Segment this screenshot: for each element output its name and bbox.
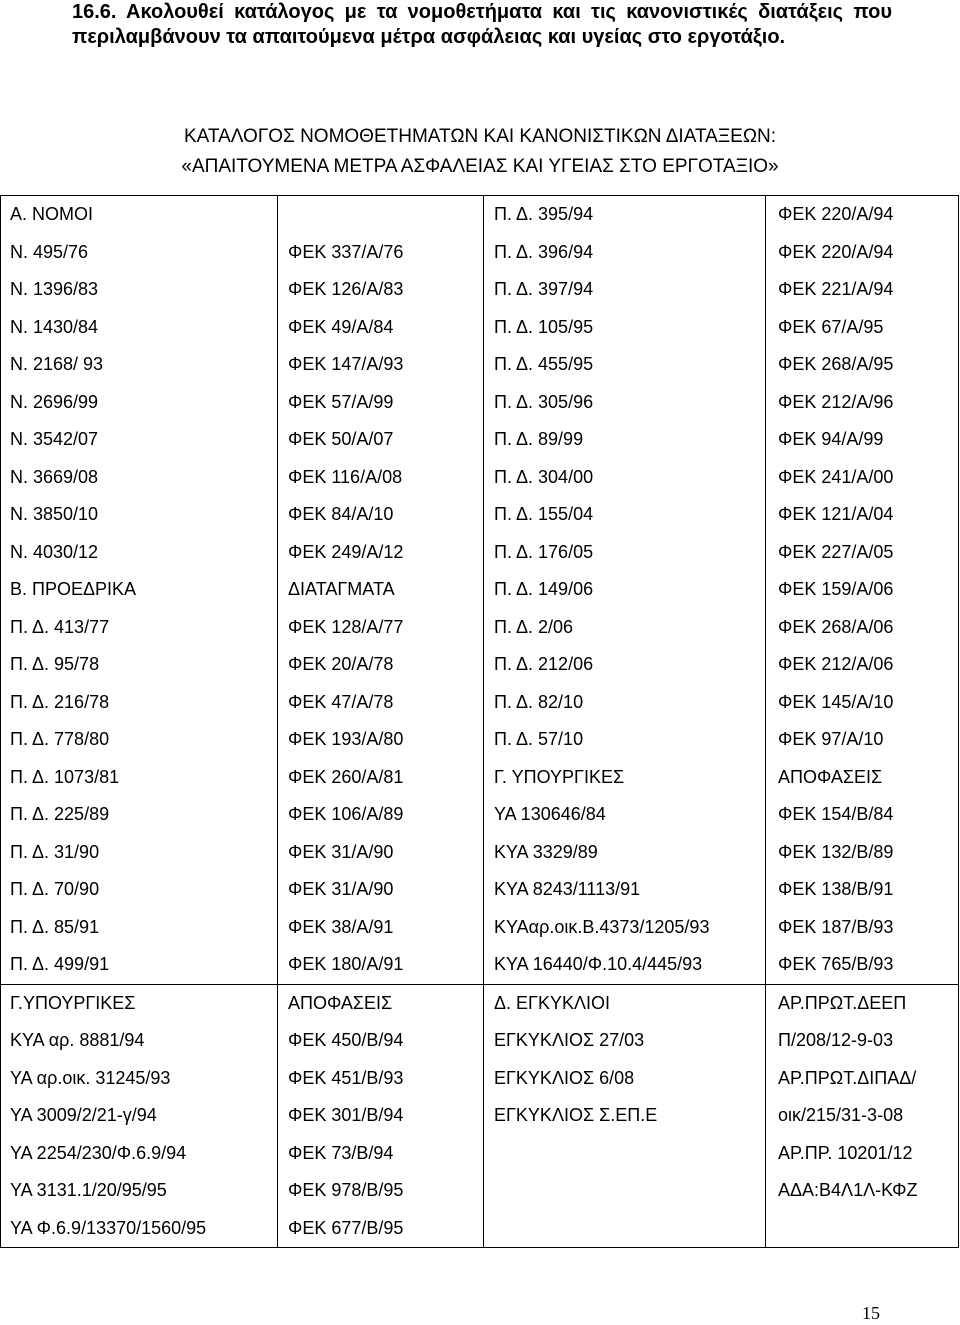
table-cell-line: ΦΕΚ 57/Α/99 bbox=[288, 391, 394, 412]
table-row-block-2 bbox=[1, 984, 959, 1248]
table-cell-line: Ν. 3850/10 bbox=[10, 504, 99, 524]
table-cell-line: ΦΕΚ 241/Α/00 bbox=[778, 466, 894, 487]
table-cell-line: Π. Δ. 2/06 bbox=[494, 616, 574, 637]
table-cell-line: Δ. ΕΓΚΥΚΛΙΟΙ bbox=[494, 992, 610, 1013]
table-cell-line: ΦΕΚ 221/Α/94 bbox=[778, 279, 894, 299]
table-cell-line: ΦΕΚ 227/Α/05 bbox=[778, 541, 894, 562]
table-cell-line: ΦΕΚ 73/Β/94 bbox=[288, 1142, 394, 1163]
table-cell-line: ΦΕΚ 97/Α/10 bbox=[778, 729, 884, 749]
table-cell-line: Π. Δ. 225/89 bbox=[10, 804, 110, 824]
table-cell-line: ΑΠΟΦΑΣΕΙΣ bbox=[778, 766, 883, 787]
table-cell-line: ΦΕΚ 268/Α/06 bbox=[778, 616, 894, 637]
table-cell-line: Π. Δ. 395/94 bbox=[494, 204, 594, 224]
table-cell-line: ΦΕΚ 268/Α/95 bbox=[778, 354, 894, 374]
table-cell-line: ΦΕΚ 450/Β/94 bbox=[288, 1030, 404, 1050]
table-cell-line: ΦΕΚ 84/Α/10 bbox=[288, 504, 394, 524]
column-gazette-refs-2-block-1 bbox=[766, 196, 959, 985]
table-cell-line: Π/208/12-9-03 bbox=[778, 1030, 894, 1050]
table-cell-line: ΑΔΑ:Β4Λ1Λ-ΚΦΖ bbox=[778, 1180, 918, 1200]
table-cell-line: ΦΕΚ 978/Β/95 bbox=[288, 1180, 404, 1200]
table-cell-line bbox=[278, 196, 483, 234]
table-cell-line: ΦΕΚ 121/Α/04 bbox=[778, 504, 894, 524]
table-cell-line: ΕΓΚΥΚΛΙΟΣ 6/08 bbox=[494, 1067, 635, 1088]
table-cell-line: ΚΥΑ 3329/89 bbox=[494, 841, 598, 862]
table-cell-line: Ν. 2696/99 bbox=[10, 391, 99, 412]
table-cell-line: ΦΕΚ 677/Β/95 bbox=[288, 1217, 404, 1238]
table-cell-line: Π. Δ. 396/94 bbox=[494, 241, 594, 262]
table-cell-line: ΦΕΚ 128/Α/77 bbox=[288, 616, 404, 637]
table-cell-line: ΦΕΚ 187/Β/93 bbox=[778, 916, 894, 937]
table-cell-line: Γ.ΥΠΟΥΡΓΙΚΕΣ bbox=[10, 992, 136, 1013]
table-cell-line: ΕΓΚΥΚΛΙΟΣ 27/03 bbox=[494, 1030, 645, 1050]
table-cell-line: Ν. 2168/ 93 bbox=[10, 354, 104, 374]
legislation-table bbox=[0, 195, 959, 1248]
table-cell-line: ΦΕΚ 193/Α/80 bbox=[288, 729, 404, 749]
table-cell-line: ΥΑ Φ.6.9/13370/1560/95 bbox=[10, 1217, 207, 1238]
table-cell-line: Π. Δ. 82/10 bbox=[494, 691, 584, 712]
table-cell-line: ΑΡ.ΠΡΩΤ.ΔΙΠΑΔ/ bbox=[778, 1067, 917, 1088]
catalog-title-line-2: «ΑΠΑΙΤΟΥΜΕΝΑ ΜΕΤΡΑ ΑΣΦΑΛΕΙΑΣ ΚΑΙ ΥΓΕΙΑΣ ΣΤΟ ΕΡΓΟΤΑΞΙΟ» bbox=[181, 156, 779, 177]
table-cell-line: Α. ΝΟΜΟΙ bbox=[10, 204, 94, 224]
table-cell-line: Π. Δ. 397/94 bbox=[494, 279, 594, 299]
table-cell-line: ΦΕΚ 31/Α/90 bbox=[288, 879, 394, 899]
table-cell-line: Π. Δ. 95/78 bbox=[10, 654, 100, 674]
table-cell-line: ΦΕΚ 220/Α/94 bbox=[778, 204, 894, 224]
table-cell-line: ΦΕΚ 47/Α/78 bbox=[288, 691, 394, 712]
table-cell-line: ΚΥΑ 8243/1113/91 bbox=[494, 879, 641, 899]
column-gazette-refs-block-2 bbox=[278, 984, 484, 1248]
table-cell-line: ΦΕΚ 220/Α/94 bbox=[778, 241, 894, 262]
table-cell-line: Ν. 3669/08 bbox=[10, 466, 99, 487]
table-cell-line: Π. Δ. 70/90 bbox=[10, 879, 100, 899]
column-gazette-refs-block-1 bbox=[278, 196, 484, 985]
table-cell-line: Π. Δ. 455/95 bbox=[494, 354, 594, 374]
catalog-title bbox=[0, 122, 960, 182]
table-cell-line: Π. Δ. 778/80 bbox=[10, 729, 110, 749]
table-cell-line: ΚΥΑαρ.οικ.Β.4373/1205/93 bbox=[494, 916, 710, 937]
table-cell-line: ΦΕΚ 301/Β/94 bbox=[288, 1105, 404, 1125]
table-cell-line: Ν. 1396/83 bbox=[10, 279, 99, 299]
table-cell-line: ΦΕΚ 212/Α/96 bbox=[778, 391, 894, 412]
table-cell-line: Π. Δ. 57/10 bbox=[494, 729, 584, 749]
table-cell-line: ΦΕΚ 116/Α/08 bbox=[288, 466, 403, 487]
table-cell-line: ΥΑ αρ.οικ. 31245/93 bbox=[10, 1067, 171, 1088]
table-cell-line: ΦΕΚ 260/Α/81 bbox=[288, 766, 404, 787]
table-cell-line: Π. Δ. 413/77 bbox=[10, 616, 110, 637]
table-cell-line: ΑΠΟΦΑΣΕΙΣ bbox=[288, 992, 393, 1013]
table-cell-line: Π. Δ. 212/06 bbox=[494, 654, 594, 674]
table-cell-line: Β. ΠΡΟΕΔΡΙΚΑ bbox=[10, 579, 137, 599]
table-cell-line: ΦΕΚ 145/Α/10 bbox=[778, 691, 894, 712]
table-cell-line: ΦΕΚ 94/Α/99 bbox=[778, 429, 884, 449]
table-cell-line: ΦΕΚ 38/Α/91 bbox=[288, 916, 394, 937]
table-cell-line: ΦΕΚ 249/Α/12 bbox=[288, 541, 404, 562]
table-cell-line: Ν. 495/76 bbox=[10, 241, 89, 262]
table-cell-line: Π. Δ. 155/04 bbox=[494, 504, 594, 524]
table-cell-line: ΦΕΚ 159/Α/06 bbox=[778, 579, 894, 599]
table-cell-line: ΦΕΚ 49/Α/84 bbox=[288, 316, 394, 337]
catalog-title-line-1: ΚΑΤΑΛΟΓΟΣ ΝΟΜΟΘΕΤΗΜΑΤΩΝ ΚΑΙ ΚΑΝΟΝΙΣΤΙΚΩΝ ΔΙΑΤΑΞΕΩΝ: bbox=[183, 126, 777, 147]
section-heading: 16.6. Ακολουθεί κατάλογος με τα νομοθετήματα και τις κανονιστικές διατάξεις που περιλαμβάνουν τα απαιτούμενα μέτρα ασφάλειας και υγείας στο εργοτάξιο. bbox=[72, 1, 892, 48]
table-cell-line: ΑΡ.ΠΡΩΤ.ΔΕΕΠ bbox=[778, 992, 907, 1013]
table-cell-line: Π. Δ. 304/00 bbox=[494, 466, 594, 487]
table-cell-line: ΚΥΑ 16440/Φ.10.4/445/93 bbox=[494, 954, 703, 974]
table-cell-line: Ν. 4030/12 bbox=[10, 541, 99, 562]
table-cell-line: ΕΓΚΥΚΛΙΟΣ Σ.ΕΠ.Ε bbox=[494, 1105, 658, 1125]
table-cell-line: ΦΕΚ 106/Α/89 bbox=[288, 804, 404, 824]
table-cell-line: ΦΕΚ 31/Α/90 bbox=[288, 841, 394, 862]
table-cell-line: ΦΕΚ 138/Β/91 bbox=[778, 879, 894, 899]
table-cell-line: Ν. 3542/07 bbox=[10, 429, 99, 449]
table-cell-line: οικ/215/31-3-08 bbox=[778, 1105, 904, 1125]
page-number: 15 bbox=[862, 1303, 880, 1323]
table-cell-line: Π. Δ. 89/99 bbox=[494, 429, 584, 449]
table-cell-line: ΚΥΑ αρ. 8881/94 bbox=[10, 1030, 145, 1050]
table-cell-line: ΥΑ 3131.1/20/95/95 bbox=[10, 1180, 167, 1200]
table-cell-line: Ν. 1430/84 bbox=[10, 316, 99, 337]
table-cell-line: ΥΑ 3009/2/21-γ/94 bbox=[10, 1105, 157, 1125]
column-gazette-refs-2-block-2 bbox=[766, 984, 959, 1248]
table-cell-line: ΦΕΚ 50/Α/07 bbox=[288, 429, 394, 449]
table-cell-line: ΦΕΚ 126/Α/83 bbox=[288, 279, 404, 299]
table-cell-line: Π. Δ. 1073/81 bbox=[10, 766, 120, 787]
table-cell-line: Π. Δ. 105/95 bbox=[494, 316, 594, 337]
table-cell-line: Π. Δ. 31/90 bbox=[10, 841, 100, 862]
column-legislation-ids-2-block-1 bbox=[484, 196, 766, 985]
table-cell-line: ΦΕΚ 180/Α/91 bbox=[288, 954, 404, 974]
table-cell-line: ΦΕΚ 20/Α/78 bbox=[288, 654, 394, 674]
column-legislation-ids-block-1 bbox=[1, 196, 278, 985]
table-cell-line: Π. Δ. 216/78 bbox=[10, 691, 110, 712]
column-legislation-ids-2-block-2 bbox=[484, 984, 766, 1248]
table-cell-line: ΦΕΚ 154/Β/84 bbox=[778, 804, 894, 824]
table-cell-line: Γ. ΥΠΟΥΡΓΙΚΕΣ bbox=[494, 766, 625, 787]
table-cell-line: Π. Δ. 176/05 bbox=[494, 541, 594, 562]
table-cell-line: ΦΕΚ 765/Β/93 bbox=[778, 954, 894, 974]
table-cell-line: ΦΕΚ 147/Α/93 bbox=[288, 354, 404, 374]
table-cell-line: Π. Δ. 305/96 bbox=[494, 391, 594, 412]
table-cell-line: ΦΕΚ 67/Α/95 bbox=[778, 316, 884, 337]
table-cell-line: Π. Δ. 499/91 bbox=[10, 954, 110, 974]
table-cell-line: ΑΡ.ΠΡ. 10201/12 bbox=[778, 1142, 913, 1163]
table-row-block-1 bbox=[1, 196, 959, 985]
table-cell-line: ΥΑ 2254/230/Φ.6.9/94 bbox=[10, 1142, 187, 1163]
table-cell-line: Π. Δ. 85/91 bbox=[10, 916, 100, 937]
table-cell-line: Π. Δ. 149/06 bbox=[494, 579, 594, 599]
table-cell-line: ΥΑ 130646/84 bbox=[494, 804, 606, 824]
column-legislation-ids-block-2 bbox=[1, 984, 278, 1248]
table-cell-line: ΦΕΚ 337/Α/76 bbox=[288, 241, 404, 262]
table-cell-line: ΦΕΚ 132/Β/89 bbox=[778, 841, 894, 862]
table-cell-line: ΦΕΚ 212/Α/06 bbox=[778, 654, 894, 674]
table-cell-line: ΔΙΑΤΑΓΜΑΤΑ bbox=[288, 579, 395, 599]
table-cell-line: ΦΕΚ 451/Β/93 bbox=[288, 1067, 404, 1088]
